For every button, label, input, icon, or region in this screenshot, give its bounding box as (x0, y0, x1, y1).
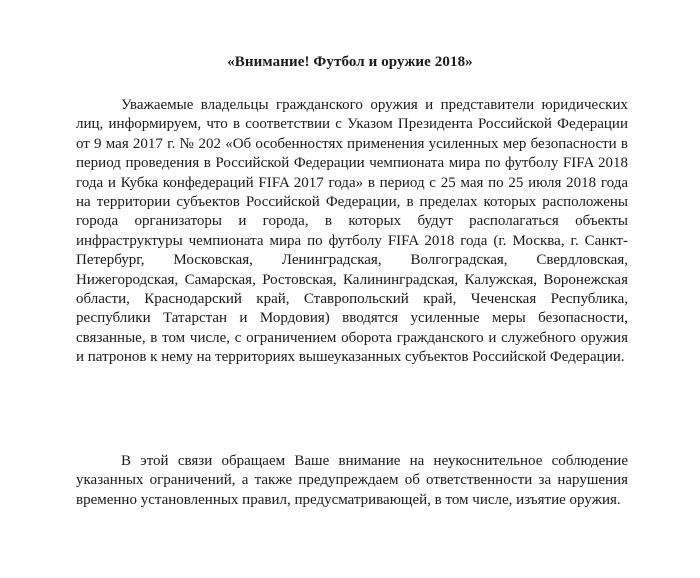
paragraph-2: В этой связи обращаем Ваше внимание на неукоснительное соблюдение указанных ограничений, а также предупреждаем об ответственности за нарушения временно установленных правил, предусматривающей, в том числе, изъятие оружия. (76, 453, 628, 508)
document-title: «Внимание! Футбол и оружие 2018» (227, 54, 473, 70)
paragraph-1: Уважаемые владельцы гражданского оружия и представители юридических лиц, информируем, что в соответствии с Указом Президента Российской Федерации от 9 мая 2017 г. № 202 «Об особенностях применения усиленных мер безопасности в период проведения в Российской Федерации чемпионата мира по футболу FIFA 2018 года и Кубка конфедераций FIFA 2017 года» в период с 25 мая по 25 июля 2018 года на территории субъектов Российской Федерации, в пределах которых расположены города организаторы и города, в которых будут располагаться объекты инфраструктуры чемпионата мира по футболу FIFA 2018 года (г. Москва, г. Санкт-Петербург, Московская, Ленинградская, Волгоградская, Свердловская, Нижегородская, Самарская, Ростовская, Калининградская, Калужская, Воронежская области, Краснодарский край, Ставропольский край, Чеченская Республика, республики Татарстан и Мордовия) вводятся усиленные меры безопасности, связанные, в том числе, с ограничением оборота гражданского и служебного оружия и патронов к нему на территориях вышеуказанных субъектов Российской Федерации. (76, 97, 628, 366)
